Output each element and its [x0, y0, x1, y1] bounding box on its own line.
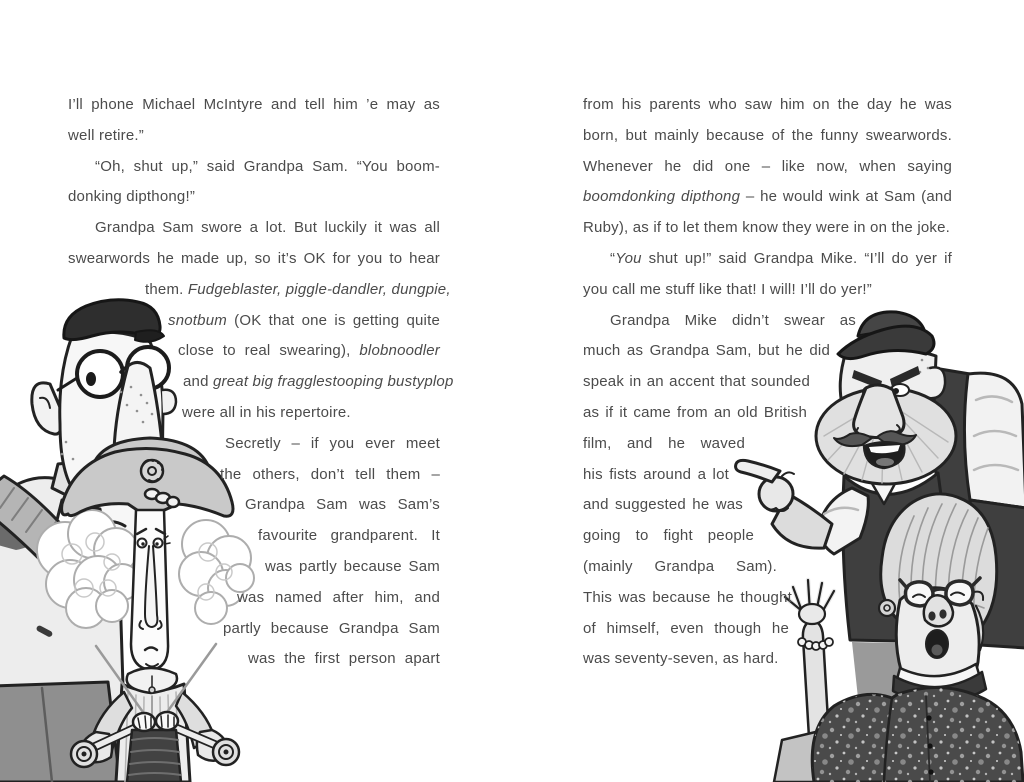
text-line: partly because Grandpa Sam: [223, 619, 440, 637]
text-line: was partly because Sam: [265, 557, 440, 575]
text-line: boomdonking dipthong – he would wink at Sam (and: [583, 188, 952, 206]
text-line: speak in an accent that sounded: [583, 373, 810, 391]
text-line: was named after him, and: [237, 588, 440, 606]
text-line: you call me stuff like that! I will! I’ll do yer!”: [583, 280, 872, 298]
text-line: Ruby), as if to let them know they were in on the joke.: [583, 219, 951, 237]
text-line: Grandpa Mike didn’t swear as: [610, 311, 856, 329]
text-line: born, but mainly because of the funny swearwords.: [583, 126, 952, 144]
text-line: close to real swearing), blobnoodler: [178, 342, 440, 360]
right-page-text-column: [583, 90, 952, 675]
text-line: film, and he waved: [583, 434, 745, 452]
text-line: and great big fragglestooping bustyplop: [183, 373, 454, 391]
text-line: (mainly Grandpa Sam).: [583, 557, 777, 575]
text-line: favourite grandparent. It: [258, 527, 440, 545]
text-line: Secretly – if you ever meet: [225, 434, 440, 452]
text-line: was seventy-seven, as hard.: [583, 650, 779, 668]
text-line: well retire.”: [68, 126, 144, 144]
text-line: going to fight people: [583, 527, 754, 545]
text-line: swearwords he made up, so it’s OK for you to hear: [68, 249, 440, 267]
text-line: was the first person apart: [248, 650, 440, 668]
text-line: were all in his repertoire.: [182, 403, 351, 421]
text-line: as if it came from an old British: [583, 403, 807, 421]
grandma-beehive-dress: [812, 664, 1023, 782]
text-line: “Oh, shut up,” said Grandpa Sam. “You boom-: [95, 157, 440, 175]
text-line: and suggested he was: [583, 496, 743, 514]
text-line: from his parents who saw him on the day he was: [583, 96, 952, 113]
text-line: his fists around a lot: [583, 465, 729, 483]
text-line: them. Fudgeblaster, piggle-dandler, dungpie,: [145, 280, 451, 298]
text-line: This was because he thought: [583, 588, 792, 606]
text-line: Grandpa Sam swore a lot. But luckily it was all: [95, 219, 440, 237]
text-line: Grandpa Sam was Sam’s: [245, 496, 440, 514]
text-line: snotbum (OK that one is getting quite: [168, 311, 440, 329]
text-line: the others, don’t tell them –: [220, 465, 440, 483]
text-line: much as Grandpa Sam, but he did: [583, 342, 830, 360]
left-page-text-column: [68, 90, 454, 675]
text-line: “You shut up!” said Grandpa Mike. “I’ll do yer if: [610, 249, 952, 267]
text-line: donking dipthong!”: [68, 188, 196, 206]
grandpa-mike-right-sleeve: [964, 373, 1024, 508]
text-line: Whenever he did one – like now, when saying: [583, 157, 952, 175]
text-line: I’ll phone Michael McIntyre and tell him ’e may as: [68, 96, 440, 113]
text-line: of himself, even though he: [583, 619, 789, 637]
